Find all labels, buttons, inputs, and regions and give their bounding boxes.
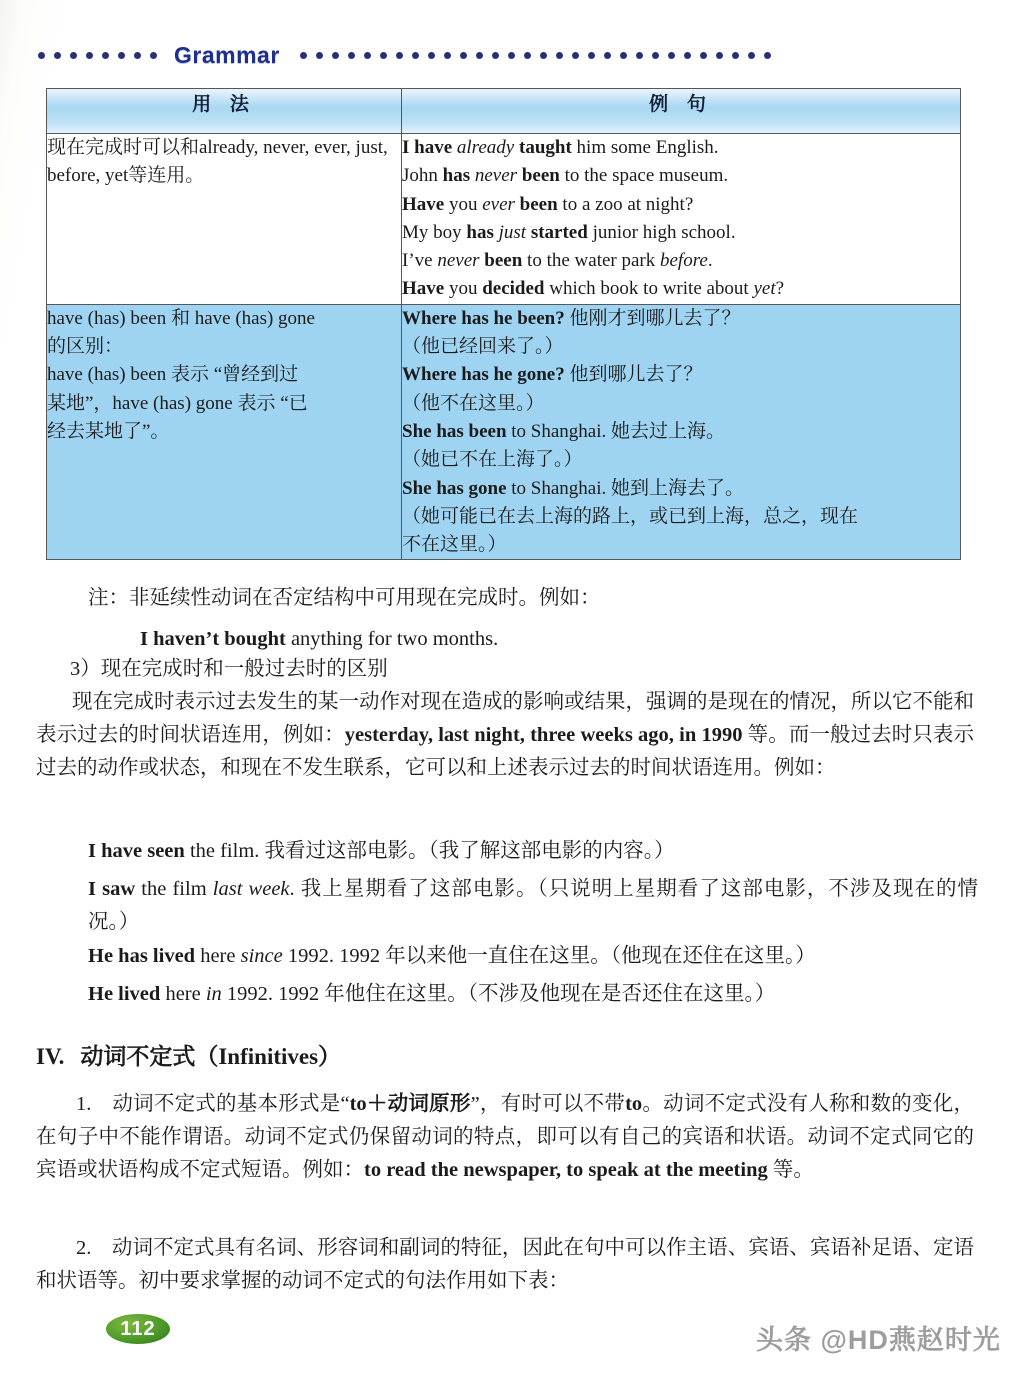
example-line: （他已经回来了。）	[402, 336, 564, 358]
usage-line: 的区别：	[47, 336, 124, 358]
example-line: Have you decided which book to write about yet?	[402, 278, 785, 300]
usage-cell-1	[47, 134, 402, 305]
usage-line: 某地”，have (has) gone 表示 “已	[47, 392, 308, 414]
example-line: （他不在这里。）	[402, 392, 545, 414]
section4-heading	[36, 1038, 636, 1075]
section3-example-1: I have seen the film. 我看过这部电影。（我了解这部电影的内容。）	[88, 840, 675, 862]
example-line: Have you ever been to a zoo at night?	[402, 193, 694, 215]
table-row	[47, 134, 961, 305]
note-paragraph	[88, 582, 788, 615]
table-row	[47, 304, 961, 560]
example-line: Where has he gone? 他到哪儿去了？	[402, 364, 703, 386]
section4-title: 动词不定式（Infinitives）	[80, 1044, 342, 1069]
usage-line: have (has) been 表示 “曾经到过	[47, 364, 299, 386]
example-line: （她已不在上海了。）	[402, 449, 583, 471]
usage-line: 经去某地了”。	[47, 420, 170, 442]
column-header-examples: 例 句	[402, 89, 961, 134]
example-line: （她可能已在去上海的路上，或已到上海，总之，现在	[402, 505, 859, 527]
table-header-row	[47, 89, 961, 134]
example-line: 不在这里。）	[402, 534, 507, 556]
example-line: She has been to Shanghai. 她去过上海。	[402, 420, 726, 442]
example-line: I have already taught him some English.	[402, 137, 719, 158]
note-example: I haven’t bought anything for two months.	[140, 628, 499, 650]
dot-leader-left	[38, 38, 166, 72]
section4-numeral: IV.	[36, 1044, 65, 1069]
section4-item-2	[36, 1232, 974, 1298]
section4-item-2-text: 2. 动词不定式具有名词、形容词和副词的特征，因此在句中可以作主语、宾语、宾语补足语、定语和状语等。初中要求掌握的动词不定式的句法作用如下表：	[36, 1237, 974, 1293]
example-line: I’ve never been to the water park before.	[402, 250, 713, 272]
examples-cell-1	[402, 134, 961, 305]
section3-heading: 3）现在完成时和一般过去时的区别	[70, 658, 388, 680]
section3-example-3: He has lived here since 1992. 1992 年以来他一直住在这里。（他现在还住在这里。）	[88, 945, 816, 967]
section3-paragraph	[36, 686, 974, 786]
dot-leader-right	[300, 38, 780, 72]
note-label: 注：	[88, 587, 129, 609]
usage-cell-2	[47, 304, 402, 560]
running-head-title: Grammar	[174, 41, 280, 68]
watermark: 头条 @HD燕赵时光	[756, 1325, 1001, 1355]
example-line: John has never been to the space museum.	[402, 165, 729, 187]
usage-line: have (has) been 和 have (has) gone	[47, 307, 315, 329]
example-line: She has gone to Shanghai. 她到上海去了。	[402, 477, 745, 499]
section4-item-1	[36, 1088, 974, 1188]
example-line: My boy has just started junior high school.	[402, 221, 736, 243]
examples-cell-2	[402, 304, 961, 560]
example-line: Where has he been? 他刚才到哪儿去了？	[402, 307, 741, 329]
running-head	[0, 38, 1024, 72]
section4-item-1-text: 1. 动词不定式的基本形式是“to＋动词原形”，有时可以不带to。动词不定式没有人称和数的变化，在句子中不能作谓语。动词不定式仍保留动词的特点，即可以有自己的宾语和状语。动词不定式同它的宾语或状语构成不定式短语。例如：to read the newspaper, to speak at the meeting 等。	[36, 1093, 975, 1182]
usage-text-1: 现在完成时可以和already, never, ever, just, before, yet等连用。	[47, 137, 388, 187]
section3-paragraph-text: 现在完成时表示过去发生的某一动作对现在造成的影响或结果，强调的是现在的情况，所以它不能和表示过去的时间状语连用，例如：yesterday, last night, three weeks ago, in 1990 等。而一般过去时只表示过去的动作或状态，和现在不发生联系，它可以和上述表示过去的时间状语连用。例如：	[36, 691, 975, 780]
page-number-badge: 112	[106, 1314, 170, 1344]
column-header-usage: 用 法	[47, 89, 402, 134]
grammar-table	[46, 88, 961, 560]
note-text: 非延续性动词在否定结构中可用现在完成时。例如：	[129, 587, 601, 609]
section3-example-4: He lived here in 1992. 1992 年他住在这里。（不涉及他现在是否还住在这里。）	[88, 983, 776, 1005]
section3-example-2: I saw the film last week. 我上星期看了这部电影。（只说明上星期看了这部电影，不涉及现在的情况。）	[88, 878, 979, 934]
